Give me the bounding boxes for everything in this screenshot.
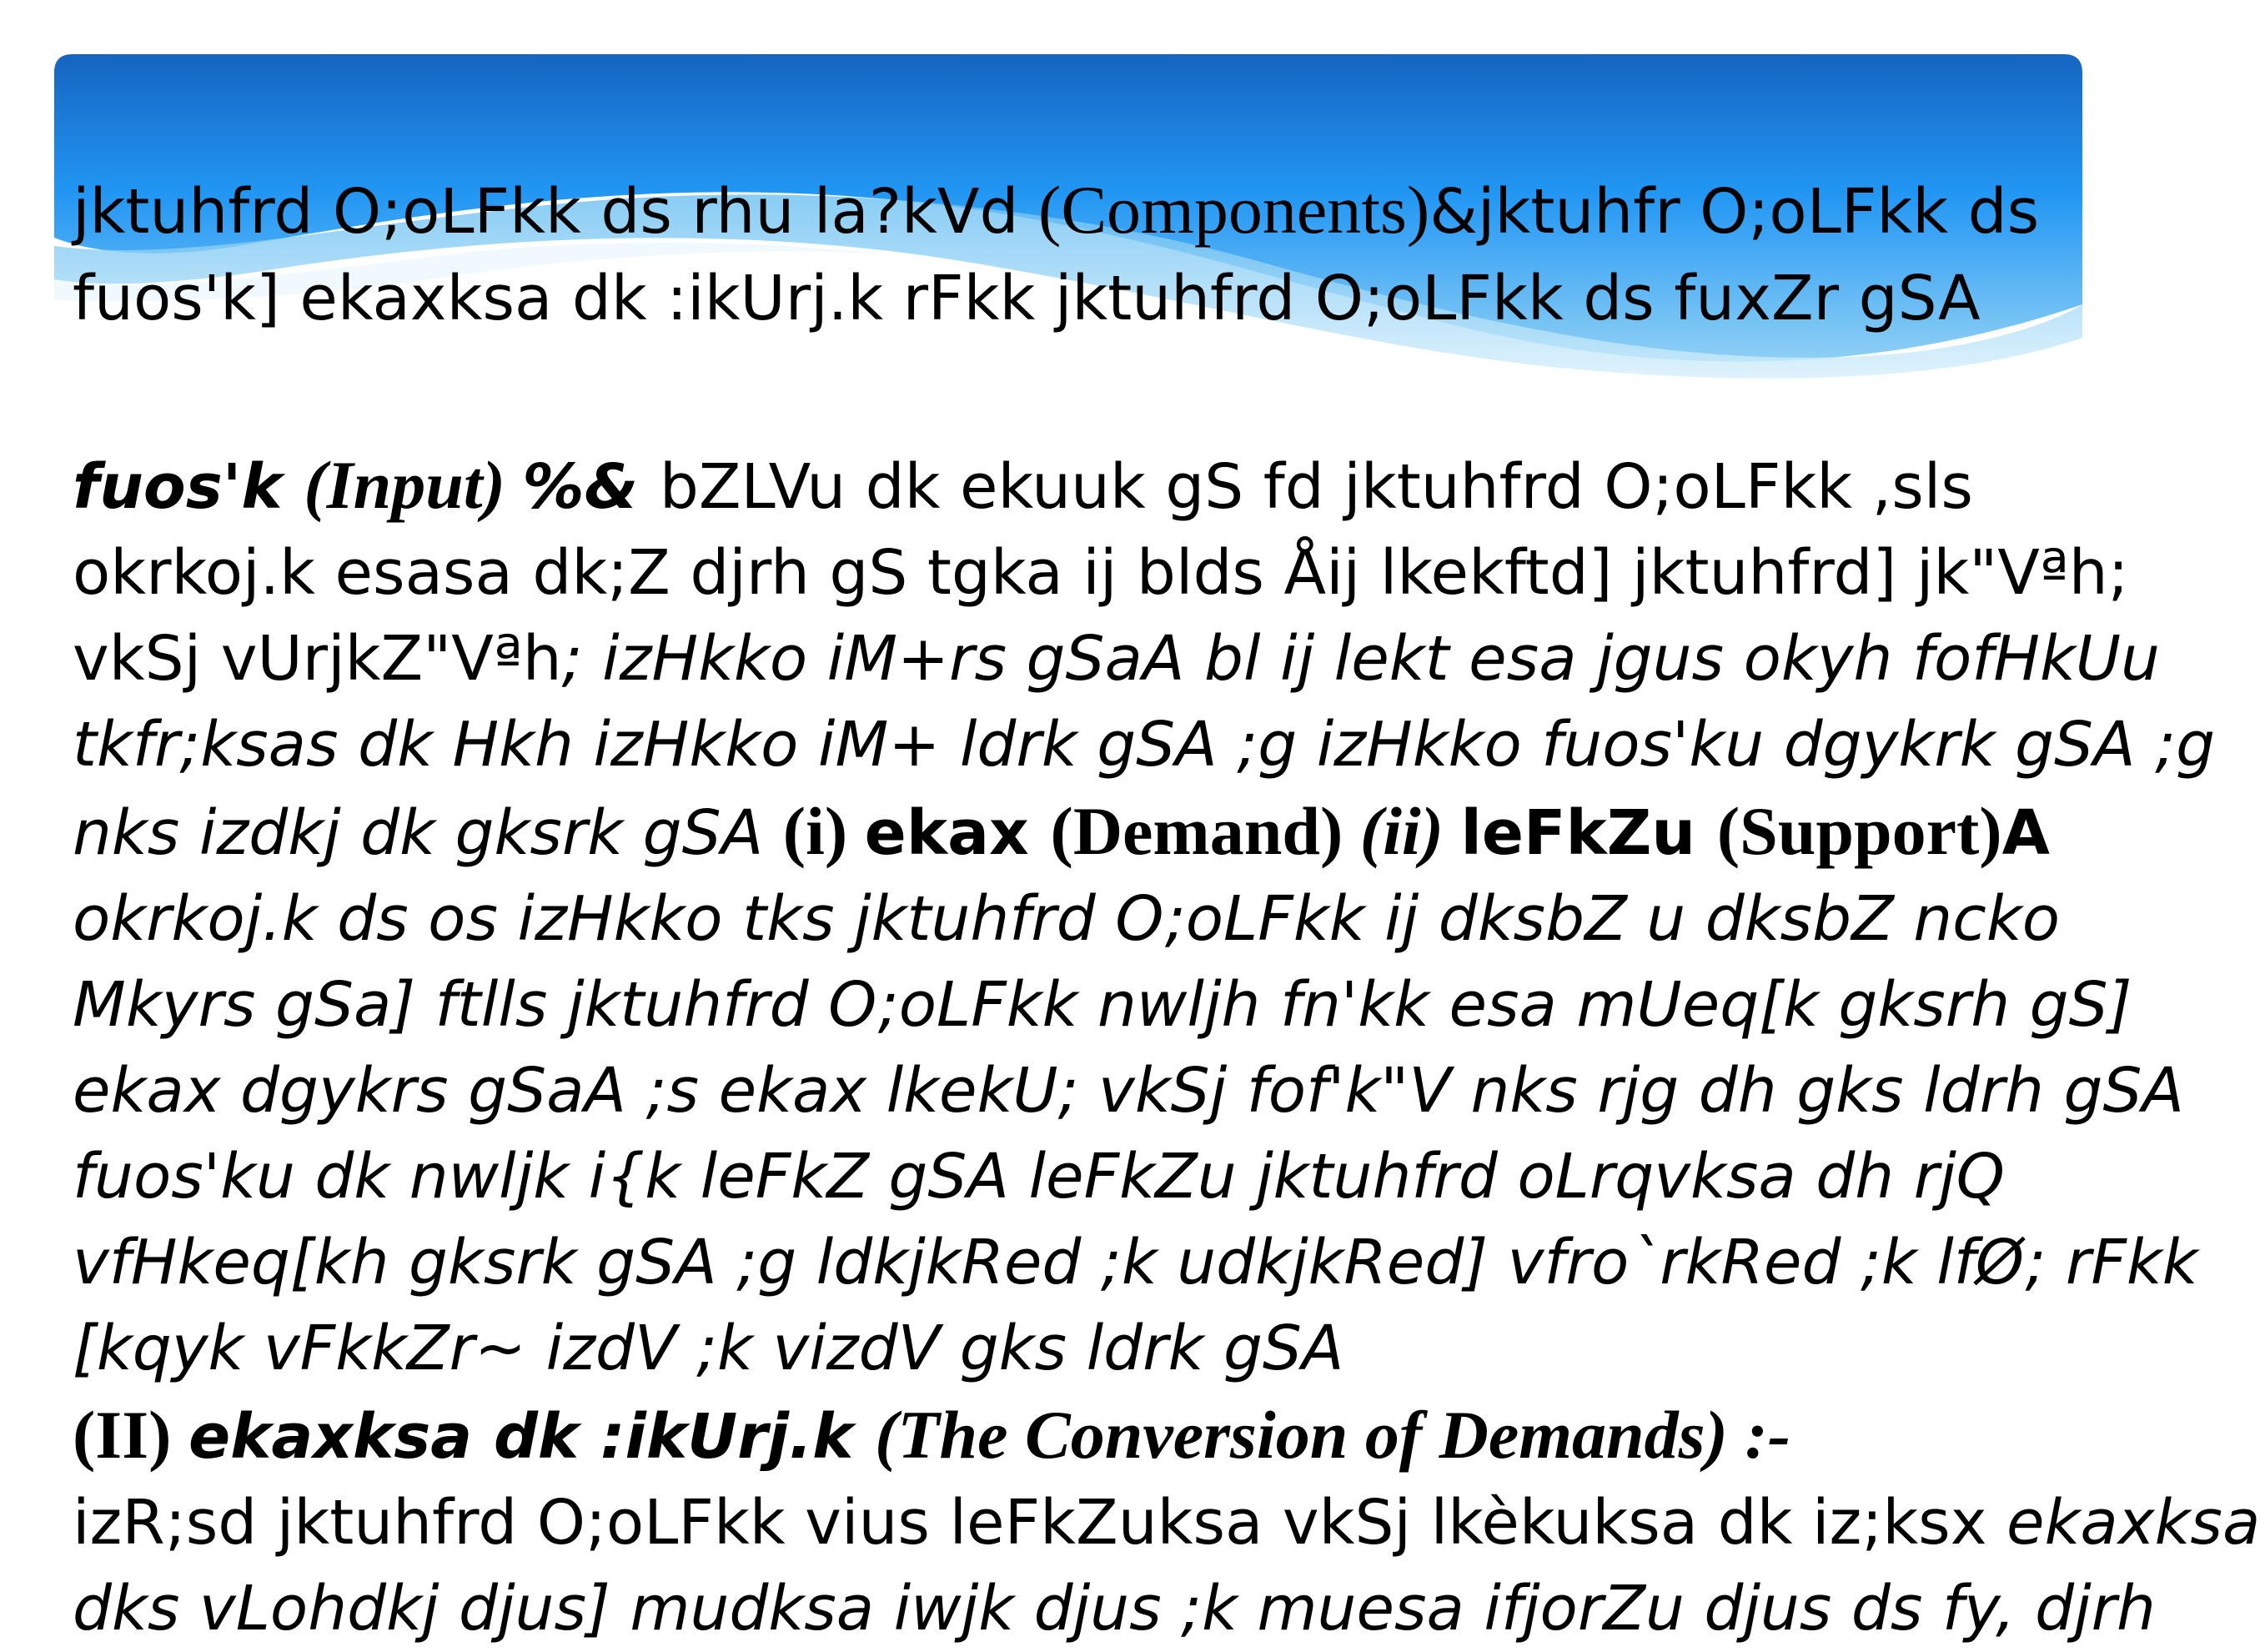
term-support: (Support)	[1716, 793, 2002, 869]
section-title-hindi: ekaxksa dk :ikUrj.k	[188, 1401, 876, 1473]
separator: %&	[522, 451, 660, 523]
body-line: fuos'ku dk nwljk i{k leFkZ gSA leFkZu jktuhfrd oLrqvksa dh rjQ	[73, 1141, 2005, 1213]
title-line-2: fuos'k] ekaxksa dk :ikUrj.k rFkk jktuhfrd O;oLFkk ds fuxZr gSA	[73, 263, 1981, 334]
body-line: dks vLohdkj djus] mudksa iwjk djus ;k muesa ifjorZu djus ds fy, djrh	[73, 1573, 2156, 1644]
list-marker: (ii)	[1359, 793, 1461, 869]
slide-title	[73, 167, 2074, 342]
body-line: Mkyrs gSa] ftlls jktuhfrd O;oLFkk nwljh fn'kk esa mUeq[k gksrh gS]	[73, 969, 2132, 1041]
title-text: &jktuhfr O;oLFkk ds	[1429, 176, 2040, 248]
body-line: vfHkeq[kh gksrk gSA ;g ldkjkRed ;k udkjkRed] vfro`rkRed ;k lfØ; rFkk	[73, 1227, 2198, 1298]
term-input-hindi: fuos'k	[73, 451, 304, 523]
list-marker: (i)	[782, 793, 865, 869]
title-text: jktuhfrd O;oLFkk ds rhu la?kVd	[73, 176, 1039, 248]
term-input: (Input)	[304, 447, 523, 523]
title-term: (Components)	[1038, 172, 1430, 248]
term-support-hindi: leFkZu	[1460, 797, 1717, 869]
body-text-segment: izR;sd jktuhfrd O;oLFkk vius leFkZuksa vkSj lkèkuksa dk iz;ksx	[73, 1487, 2007, 1559]
section-heading	[73, 1392, 2091, 1480]
body-line: tkfr;ksas dk Hkh izHkko iM+ ldrk gSA ;g izHkko fuos'ku dgykrk gSA ;g	[73, 709, 2216, 781]
body-line: [kqyk vFkkZr~ izdV ;k vizdV gks ldrk gSA	[73, 1313, 1344, 1384]
body-line	[73, 442, 2091, 530]
body-text-segment: ; izHkko iM+rs gSaA bl ij lekt esa jgus okyh fofHkUu	[561, 623, 2160, 695]
title-line-1	[73, 167, 2074, 255]
body-line	[73, 616, 2160, 702]
body-text-segment: nks izdkj dk gksrk gSA	[73, 797, 783, 869]
term-demand-hindi: ekax	[864, 797, 1051, 869]
body-text-segment: A	[2001, 797, 2050, 869]
body-line: okrkoj.k esasa dk;Z djrh gS tgka ij blds Åij lkekftd] jktuhfrd] jk"Vªh;	[73, 537, 2129, 609]
body-text-segment: vkSj vUrjkZ"Vªh	[73, 623, 562, 695]
body-line	[73, 788, 2091, 876]
section-title: (The Conversion of Demands) :-	[875, 1397, 1790, 1473]
term-demand: (Demand)	[1050, 793, 1360, 869]
body-line: ekax dgykrs gSaA ;s ekax lkekU; vkSj fof'k"V nks rjg dh gks ldrh gSA	[73, 1055, 2185, 1127]
section-number: (II)	[73, 1397, 188, 1473]
body-text-segment: ekaxksa	[2006, 1487, 2260, 1559]
body-line	[73, 1480, 2260, 1566]
body-line: okrkoj.k ds os izHkko tks jktuhfrd O;oLFkk ij dksbZ u dksbZ ncko	[73, 883, 2060, 955]
body-text	[73, 442, 2260, 1652]
body-text-segment: bZLVu dk ekuuk gS fd jktuhfrd O;oLFkk ,sls	[659, 451, 1973, 523]
